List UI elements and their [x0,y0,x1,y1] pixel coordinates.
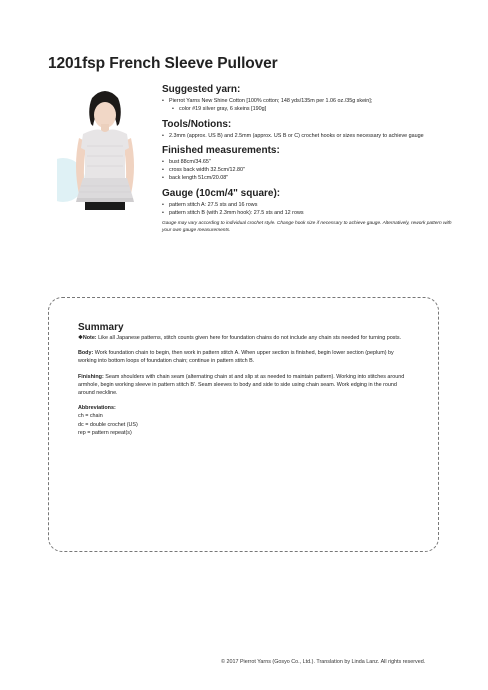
abbreviation-item: dc = double crochet (US) [78,421,138,428]
tools-heading: Tools/Notions: [162,118,232,130]
summary-box [48,297,439,552]
tools-item: • 2.3mm (approx. US B) and 2.5mm (approx. US B or C) crochet hooks or sizes necessary to achieve gauge [162,132,452,140]
measurements-heading: Finished measurements: [162,144,280,156]
abbreviation-item: ch = chain [78,413,103,420]
abbreviations [78,404,413,437]
measurement-item: • back length 51cm/20.08" [162,174,452,182]
body-label: Body: [78,350,94,357]
yarn-item: • Pierrot Yarns New Shine Cotton [100% cotton; 148 yds/135m per 1.06 oz./35g skein]; [162,97,452,105]
abbreviation-item: rep = pattern repeat(s) [78,429,132,436]
yarn-list [162,97,452,114]
summary-finishing [78,373,413,398]
measurement-item: • cross back width 32.5cm/12.80" [162,166,452,174]
gauge-section [162,188,452,234]
tools-section [162,119,452,140]
copyright-footer: © 2017 Pierrot Yarns (Gosyo Co., Ltd.). Translation by Linda Lanz. All rights reserved. [221,659,426,665]
gauge-heading: Gauge (10cm/4" square): [162,187,281,199]
yarn-section [162,84,452,114]
summary-content [78,322,413,437]
gauge-item: • pattern stitch A: 27.5 sts and 16 rows [162,201,452,209]
yarn-heading: Suggested yarn: [162,84,241,95]
measurement-item: • bust 88cm/34.65" [162,158,452,166]
gauge-note: Gauge may vary according to individual crochet style. Change hook size if necessary to achieve gauge. Alternatively, rework pattern with your own gauge measurements. [162,221,452,233]
note-label: ❖Note: [78,335,97,341]
summary-heading: Summary [78,322,124,333]
abbreviations-heading: Abbreviations: [78,405,116,412]
finishing-label: Finishing: [78,373,104,380]
model-photo [57,86,152,210]
measurements-list [162,158,452,183]
yarn-item: • color #19 silver gray, 6 skeins [190g] [162,105,452,113]
body-text: Work foundation chain to begin, then work in pattern stitch A. When upper section is finished, begin lower section (peplum) by working into bottom loops of foundation chain; continue in pattern stitch B. [78,350,394,365]
gauge-list [162,201,452,218]
gauge-item: • pattern stitch B (with 2.3mm hook): 27.5 sts and 12 rows [162,209,452,217]
summary-note [78,334,413,342]
finishing-text: Seam shoulders with chain seam (alternating chain st and slip st as needed to maintain pattern). Working into stitches around armhole, begin working sleeve in pattern stitch B'. Seam sleeves to body and side to side using chain seam. Work edging in the round around neckline. [78,373,405,397]
measurements-section [162,145,452,183]
pattern-title: 1201fsp French Sleeve Pullover [48,55,278,72]
specs-column [162,84,452,239]
note-text: Like all Japanese patterns, stitch counts given here for foundation chains do not include any chain sts needed for turning posts. [96,335,402,341]
summary-body [78,349,413,365]
tools-list [162,132,452,140]
